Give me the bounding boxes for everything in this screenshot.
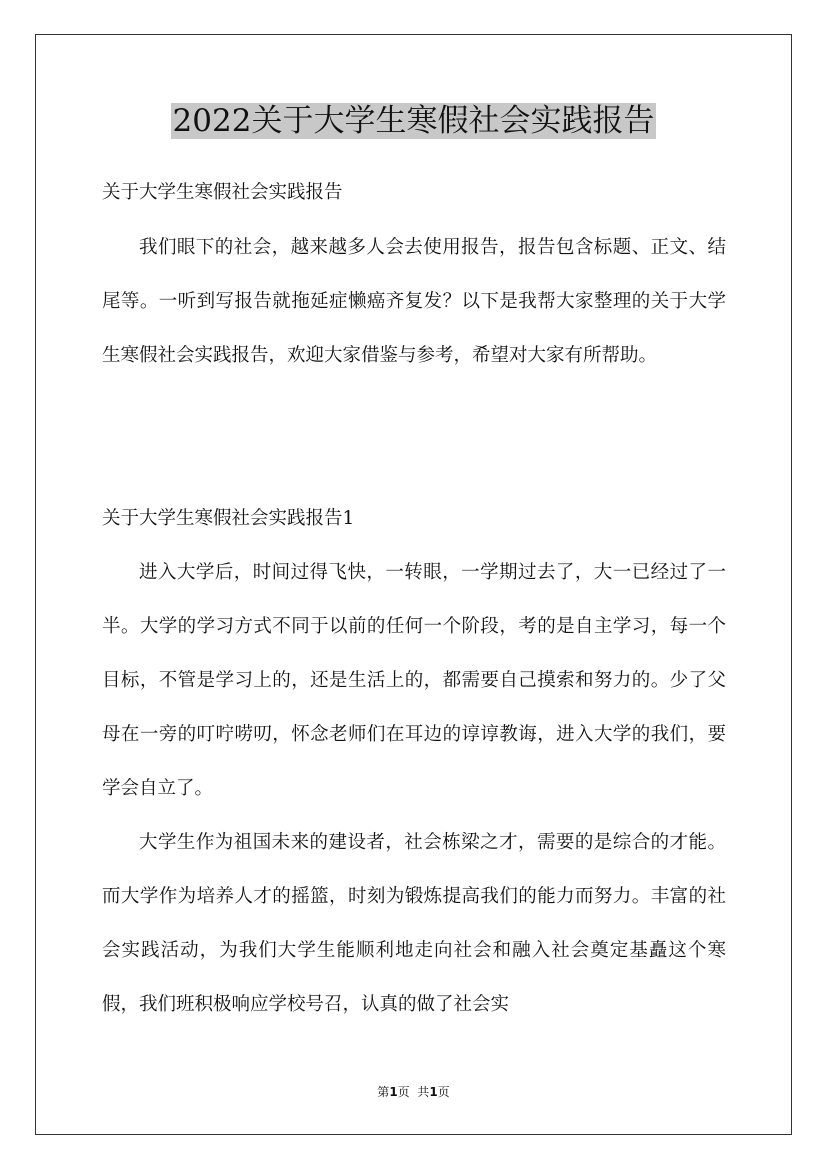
page-footer xyxy=(0,1083,827,1100)
intro-block xyxy=(102,221,726,383)
footer-suffix: 页 xyxy=(437,1085,450,1099)
document-title xyxy=(0,100,827,142)
footer-page-total: 1 xyxy=(429,1085,438,1099)
section-body xyxy=(102,546,726,1032)
body-paragraph-1: 进入大学后，时间过得飞快，一转眼，一学期过去了，大一已经过了一半。大学的学习方式不同于以前的任何一个阶段，考的是自主学习，每一个目标，不管是学习上的，还是生活上的，都需要自己摸索和努力的。少了父母在一旁的叮咛唠叨，怀念老师们在耳边的谆谆教诲，进入大学的我们，要学会自立了。 xyxy=(102,562,726,799)
body-paragraph-2: 大学生作为祖国未来的建设者，社会栋梁之才，需要的是综合的才能。而大学作为培养人才的摇篮，时刻为锻炼提高我们的能力而努力。丰富的社会实践活动，为我们大学生能顺利地走向社会和融入社会奠定基矗这个寒假，我们班积极响应学校号召，认真的做了社会实 xyxy=(102,832,726,1015)
document-title-text: 2022关于大学生寒假社会实践报告 xyxy=(172,103,655,139)
section-heading: 关于大学生寒假社会实践报告1 xyxy=(102,508,355,529)
footer-prefix: 第 xyxy=(377,1085,390,1099)
document-subtitle: 关于大学生寒假社会实践报告 xyxy=(102,182,343,203)
footer-mid: 页 共 xyxy=(397,1085,430,1099)
footer-page-number: 1 xyxy=(389,1085,398,1099)
intro-paragraph: 我们眼下的社会，越来越多人会去使用报告，报告包含标题、正文、结尾等。一听到写报告就拖延症懒癌齐复发？以下是我帮大家整理的关于大学生寒假社会实践报告，欢迎大家借鉴与参考，希望对大家有所帮助。 xyxy=(102,237,726,366)
